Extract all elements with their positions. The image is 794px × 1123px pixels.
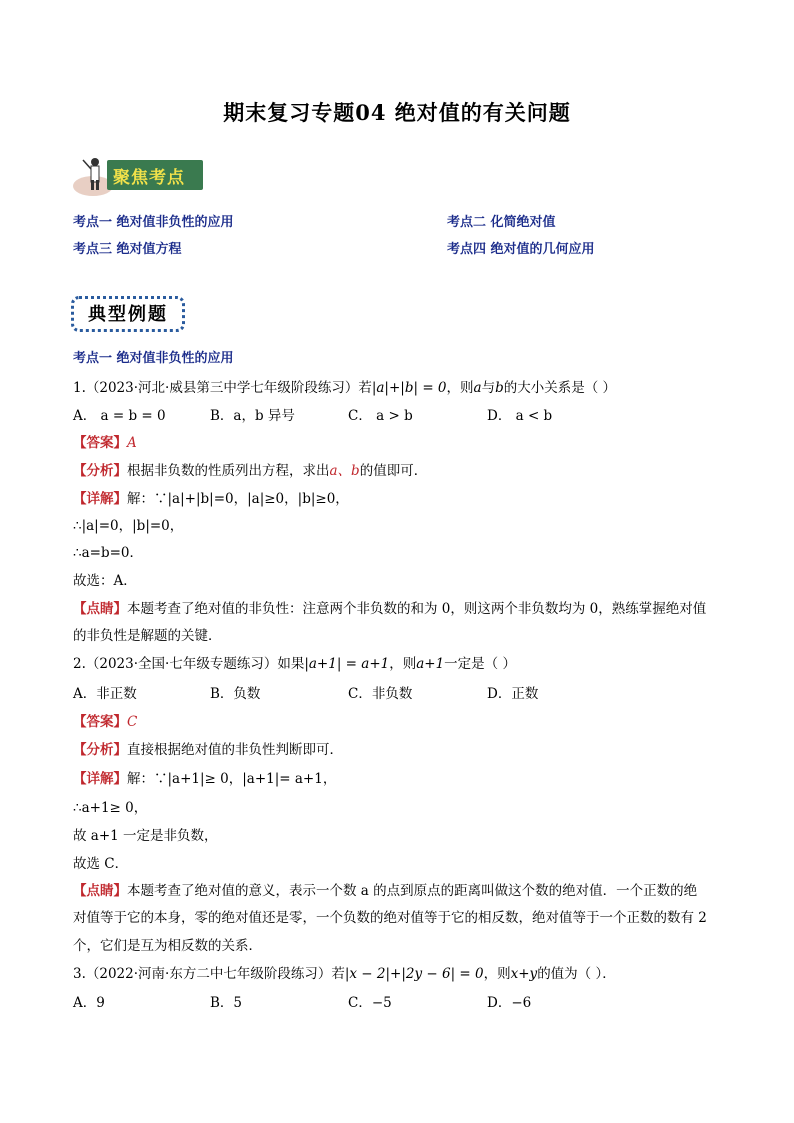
q2-option-c[interactable]: C．非负数 — [348, 686, 413, 702]
q1-answer-value: A — [127, 435, 137, 451]
q2-option-d[interactable]: D．正数 — [487, 686, 539, 702]
q1-analysis-vars: a、b — [329, 463, 360, 479]
q2-stem-source: 2.（2023·全国·七年级专题练习）如果 — [73, 656, 305, 672]
q2-detail-line-1: 解：∵|a+1|≥ 0，|a+1|= a+1， — [127, 771, 337, 787]
q1-comment-text-1: 本题考查了绝对值的非负性：注意两个非负数的和为 0，则这两个非负数均为 0，熟练掌握绝对值 — [127, 601, 707, 617]
q1-stem-source: 1.（2023·河北·威县第三中学七年级阶段练习）若 — [73, 380, 372, 396]
q2-answer — [73, 710, 137, 730]
q2-detail-tag: 【详解】 — [73, 771, 127, 787]
q2-detail-2: ∴a+1≥ 0， — [73, 800, 148, 816]
q1-detail-2: ∴|a|=0，|b|=0， — [73, 518, 184, 534]
q2-comment-2: 对值等于它的本身，零的绝对值还是零，一个负数的绝对值等于它的相反数，绝对值等于一个正数的数有 2 — [73, 910, 707, 926]
q1-comment-tag: 【点睛】 — [73, 601, 127, 617]
focus-banner — [107, 160, 203, 190]
q2-detail-4: 故选 C． — [73, 856, 129, 872]
q3-option-d[interactable]: D．−6 — [487, 995, 532, 1011]
q1-option-b[interactable]: B．a，b 异号 — [210, 408, 295, 424]
q1-option-c[interactable]: C． a > b — [348, 408, 413, 424]
section-point-heading: 考点一 绝对值非负性的应用 — [73, 351, 234, 366]
q1-analysis-end: 的值即可． — [359, 463, 428, 479]
point-link-1[interactable]: 考点一 绝对值非负性的应用 — [73, 215, 234, 230]
q3-option-c[interactable]: C．−5 — [348, 995, 392, 1011]
q1-analysis-tag: 【分析】 — [73, 463, 127, 479]
q2-answer-value: C — [127, 714, 138, 730]
typical-examples-badge — [71, 296, 185, 332]
q1-stem-var-b: b — [495, 380, 504, 396]
q2-stem-expr: |a+1| = a+1 — [304, 656, 390, 672]
q3-stem-source: 3.（2022·河南·东方二中七年级阶段练习）若 — [73, 966, 345, 982]
q1-stem — [73, 376, 616, 396]
q1-stem-text-1: ，则 — [446, 380, 474, 396]
q1-detail-4: 故选：A． — [73, 573, 137, 589]
q1-option-a[interactable]: A． a = b = 0 — [73, 408, 166, 424]
q1-analysis-text: 根据非负数的性质列出方程，求出 — [127, 463, 330, 479]
point-link-2[interactable]: 考点二 化简绝对值 — [447, 215, 556, 230]
q2-option-a[interactable]: A．非正数 — [73, 686, 137, 702]
q3-option-b[interactable]: B．5 — [210, 995, 243, 1011]
focus-banner-label: 聚焦考点 — [113, 168, 185, 188]
q1-option-d[interactable]: D． a < b — [487, 408, 553, 424]
q1-comment-2: 的非负性是解题的关键． — [73, 628, 222, 644]
q1-stem-text-2: 与 — [481, 380, 496, 396]
focus-points-badge — [71, 156, 203, 198]
q2-comment-tag: 【点睛】 — [73, 883, 127, 899]
q2-comment-3: 个，它们是互为相反数的关系． — [73, 938, 262, 954]
typical-examples-label: 典型例题 — [88, 304, 168, 325]
q3-stem-text-2: 的值为（ ）． — [537, 966, 616, 982]
q2-option-b[interactable]: B．负数 — [210, 686, 261, 702]
q1-detail-line-1: 解：∵|a|+|b|=0，|a|≥0，|b|≥0， — [127, 491, 349, 507]
q2-detail-3: 故 a+1 一定是非负数， — [73, 828, 218, 844]
q2-analysis-tag: 【分析】 — [73, 742, 127, 758]
q3-stem-expr: |x − 2|+|2y − 6| = 0 — [344, 966, 484, 982]
q2-answer-tag: 【答案】 — [73, 714, 127, 730]
q3-stem-var: x+y — [510, 966, 538, 982]
q2-stem-text-2: 一定是（ ） — [444, 656, 516, 672]
q3-stem-text-1: ，则 — [483, 966, 511, 982]
q1-comment-1 — [73, 597, 706, 617]
q3-stem — [73, 962, 616, 982]
q2-analysis-text: 直接根据绝对值的非负性判断即可． — [127, 742, 343, 758]
q1-analysis — [73, 459, 427, 479]
q2-stem — [73, 652, 516, 672]
q1-detail-1 — [73, 487, 349, 507]
point-link-4[interactable]: 考点四 绝对值的几何应用 — [447, 242, 595, 257]
q1-answer — [73, 431, 137, 451]
q1-answer-tag: 【答案】 — [73, 435, 127, 451]
q2-comment-text-1: 本题考查了绝对值的意义，表示一个数 a 的点到原点的距离叫做这个数的绝对值．一个正数的绝 — [127, 883, 698, 899]
q2-comment-1 — [73, 879, 697, 899]
q2-analysis — [73, 738, 343, 758]
page-title: 期末复习专题04 绝对值的有关问题 — [223, 100, 571, 125]
q1-stem-var-a: a — [473, 380, 482, 396]
q3-option-a[interactable]: A．9 — [73, 995, 105, 1011]
q1-stem-expr: |a|+|b| = 0 — [371, 380, 447, 396]
q1-detail-tag: 【详解】 — [73, 491, 127, 507]
q2-stem-text-1: ，则 — [389, 656, 417, 672]
q1-stem-text-3: 的大小关系是（ ） — [503, 380, 617, 396]
point-link-3[interactable]: 考点三 绝对值方程 — [73, 242, 182, 257]
q2-stem-var: a+1 — [416, 656, 445, 672]
q2-detail-1 — [73, 767, 336, 787]
q1-detail-3: ∴a=b=0． — [73, 545, 143, 561]
